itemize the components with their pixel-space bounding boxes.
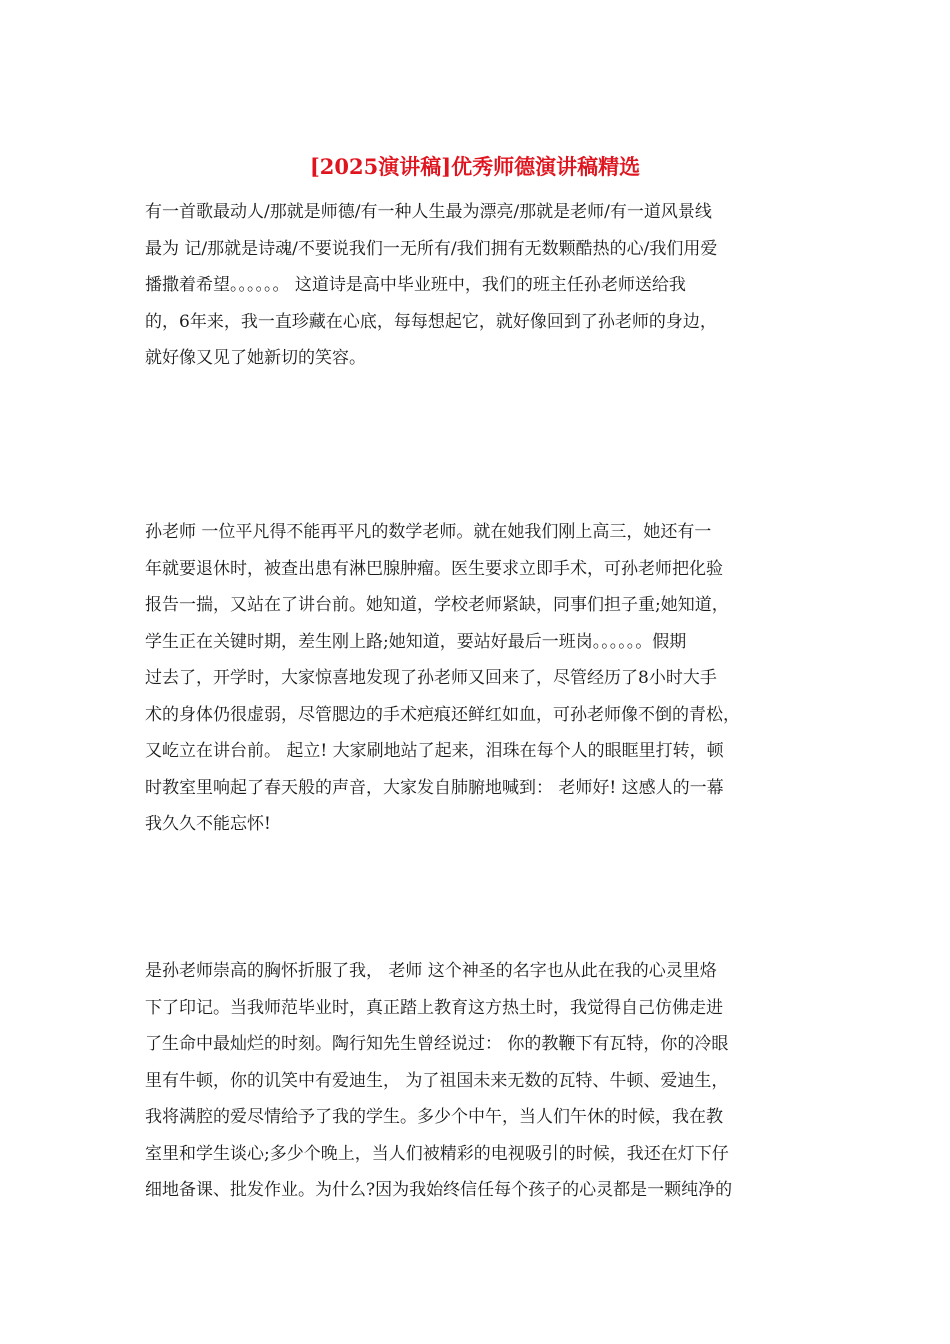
- paragraph-line: 过去了，开学时，大家惊喜地发现了孙老师又回来了，尽管经历了8小时大手: [145, 668, 717, 688]
- paragraph-line: 年就要退休时，被查出患有淋巴腺肿瘤。医生要求立即手术，可孙老师把化验: [145, 558, 723, 579]
- document-title: [2025演讲稿]优秀师德演讲稿精选: [309, 154, 641, 179]
- paragraph-line: 我将满腔的爱尽情给予了我的学生。多少个中午，当人们午休的时候，我在教: [145, 1107, 723, 1127]
- paragraph-line: 学生正在关键时期，差生刚上路;她知道，要站好最后一班岗。。。。。。假期: [145, 631, 687, 652]
- paragraph-3: [145, 953, 810, 1209]
- paragraph-line: 里有牛顿，你的讥笑中有爱迪生， 为了祖国未来无数的瓦特、牛顿、爱迪生，: [145, 1070, 729, 1091]
- paragraph-1: [145, 194, 810, 377]
- paragraph-line: 就好像又见了她新切的笑容。: [145, 348, 366, 368]
- paragraph-line: 下了印记。当我师范毕业时，真正踏上教育这方热土时，我觉得自己仿佛走进: [145, 997, 723, 1018]
- paragraph-line: 是孙老师崇高的胸怀折服了我， 老师 这个神圣的名字也从此在我的心灵里烙: [145, 961, 717, 981]
- paragraph-line: 我久久不能忘怀!: [145, 814, 271, 834]
- paragraph-line: 时教室里响起了春天般的声音，大家发自肺腑地喊到： 老师好! 这感人的一幕: [145, 777, 724, 798]
- paragraph-line: 有一首歌最动人/那就是师德/有一种人生最为漂亮/那就是老师/有一道风景线: [145, 202, 712, 222]
- paragraph-line: 细地备课、批发作业。为什么?因为我始终信任每个孩子的心灵都是一颗纯净的: [145, 1180, 733, 1200]
- paragraph-line: 孙老师 一位平凡得不能再平凡的数学老师。就在她我们刚上高三，她还有一: [145, 522, 712, 542]
- paragraph-2: [145, 514, 810, 843]
- paragraph-line: 了生命中最灿烂的时刻。陶行知先生曾经说过： 你的教鞭下有瓦特，你的冷眼: [145, 1034, 729, 1054]
- paragraph-line: 室里和学生谈心;多少个晚上，当人们被精彩的电视吸引的时候，我还在灯下仔: [145, 1143, 729, 1164]
- paragraph-line: 术的身体仍很虚弱，尽管腮边的手术疤痕还鲜红如血，可孙老师像不倒的青松，: [145, 704, 740, 725]
- paragraph-line: 报告一揣，又站在了讲台前。她知道，学校老师紧缺，同事们担子重;她知道，: [145, 595, 729, 615]
- paragraph-line: 最为 记/那就是诗魂/不要说我们一无所有/我们拥有无数颗酷热的心/我们用爱: [145, 238, 718, 259]
- paragraph-line: 又屹立在讲台前。 起立! 大家刷地站了起来，泪珠在每个人的眼眶里打转，顿: [145, 741, 724, 761]
- paragraph-line: 的，6年来，我一直珍藏在心底，每每想起它，就好像回到了孙老师的身边，: [145, 311, 717, 332]
- paragraph-line: 播撒着希望。。。。。。 这道诗是高中毕业班中，我们的班主任孙老师送给我: [145, 275, 686, 295]
